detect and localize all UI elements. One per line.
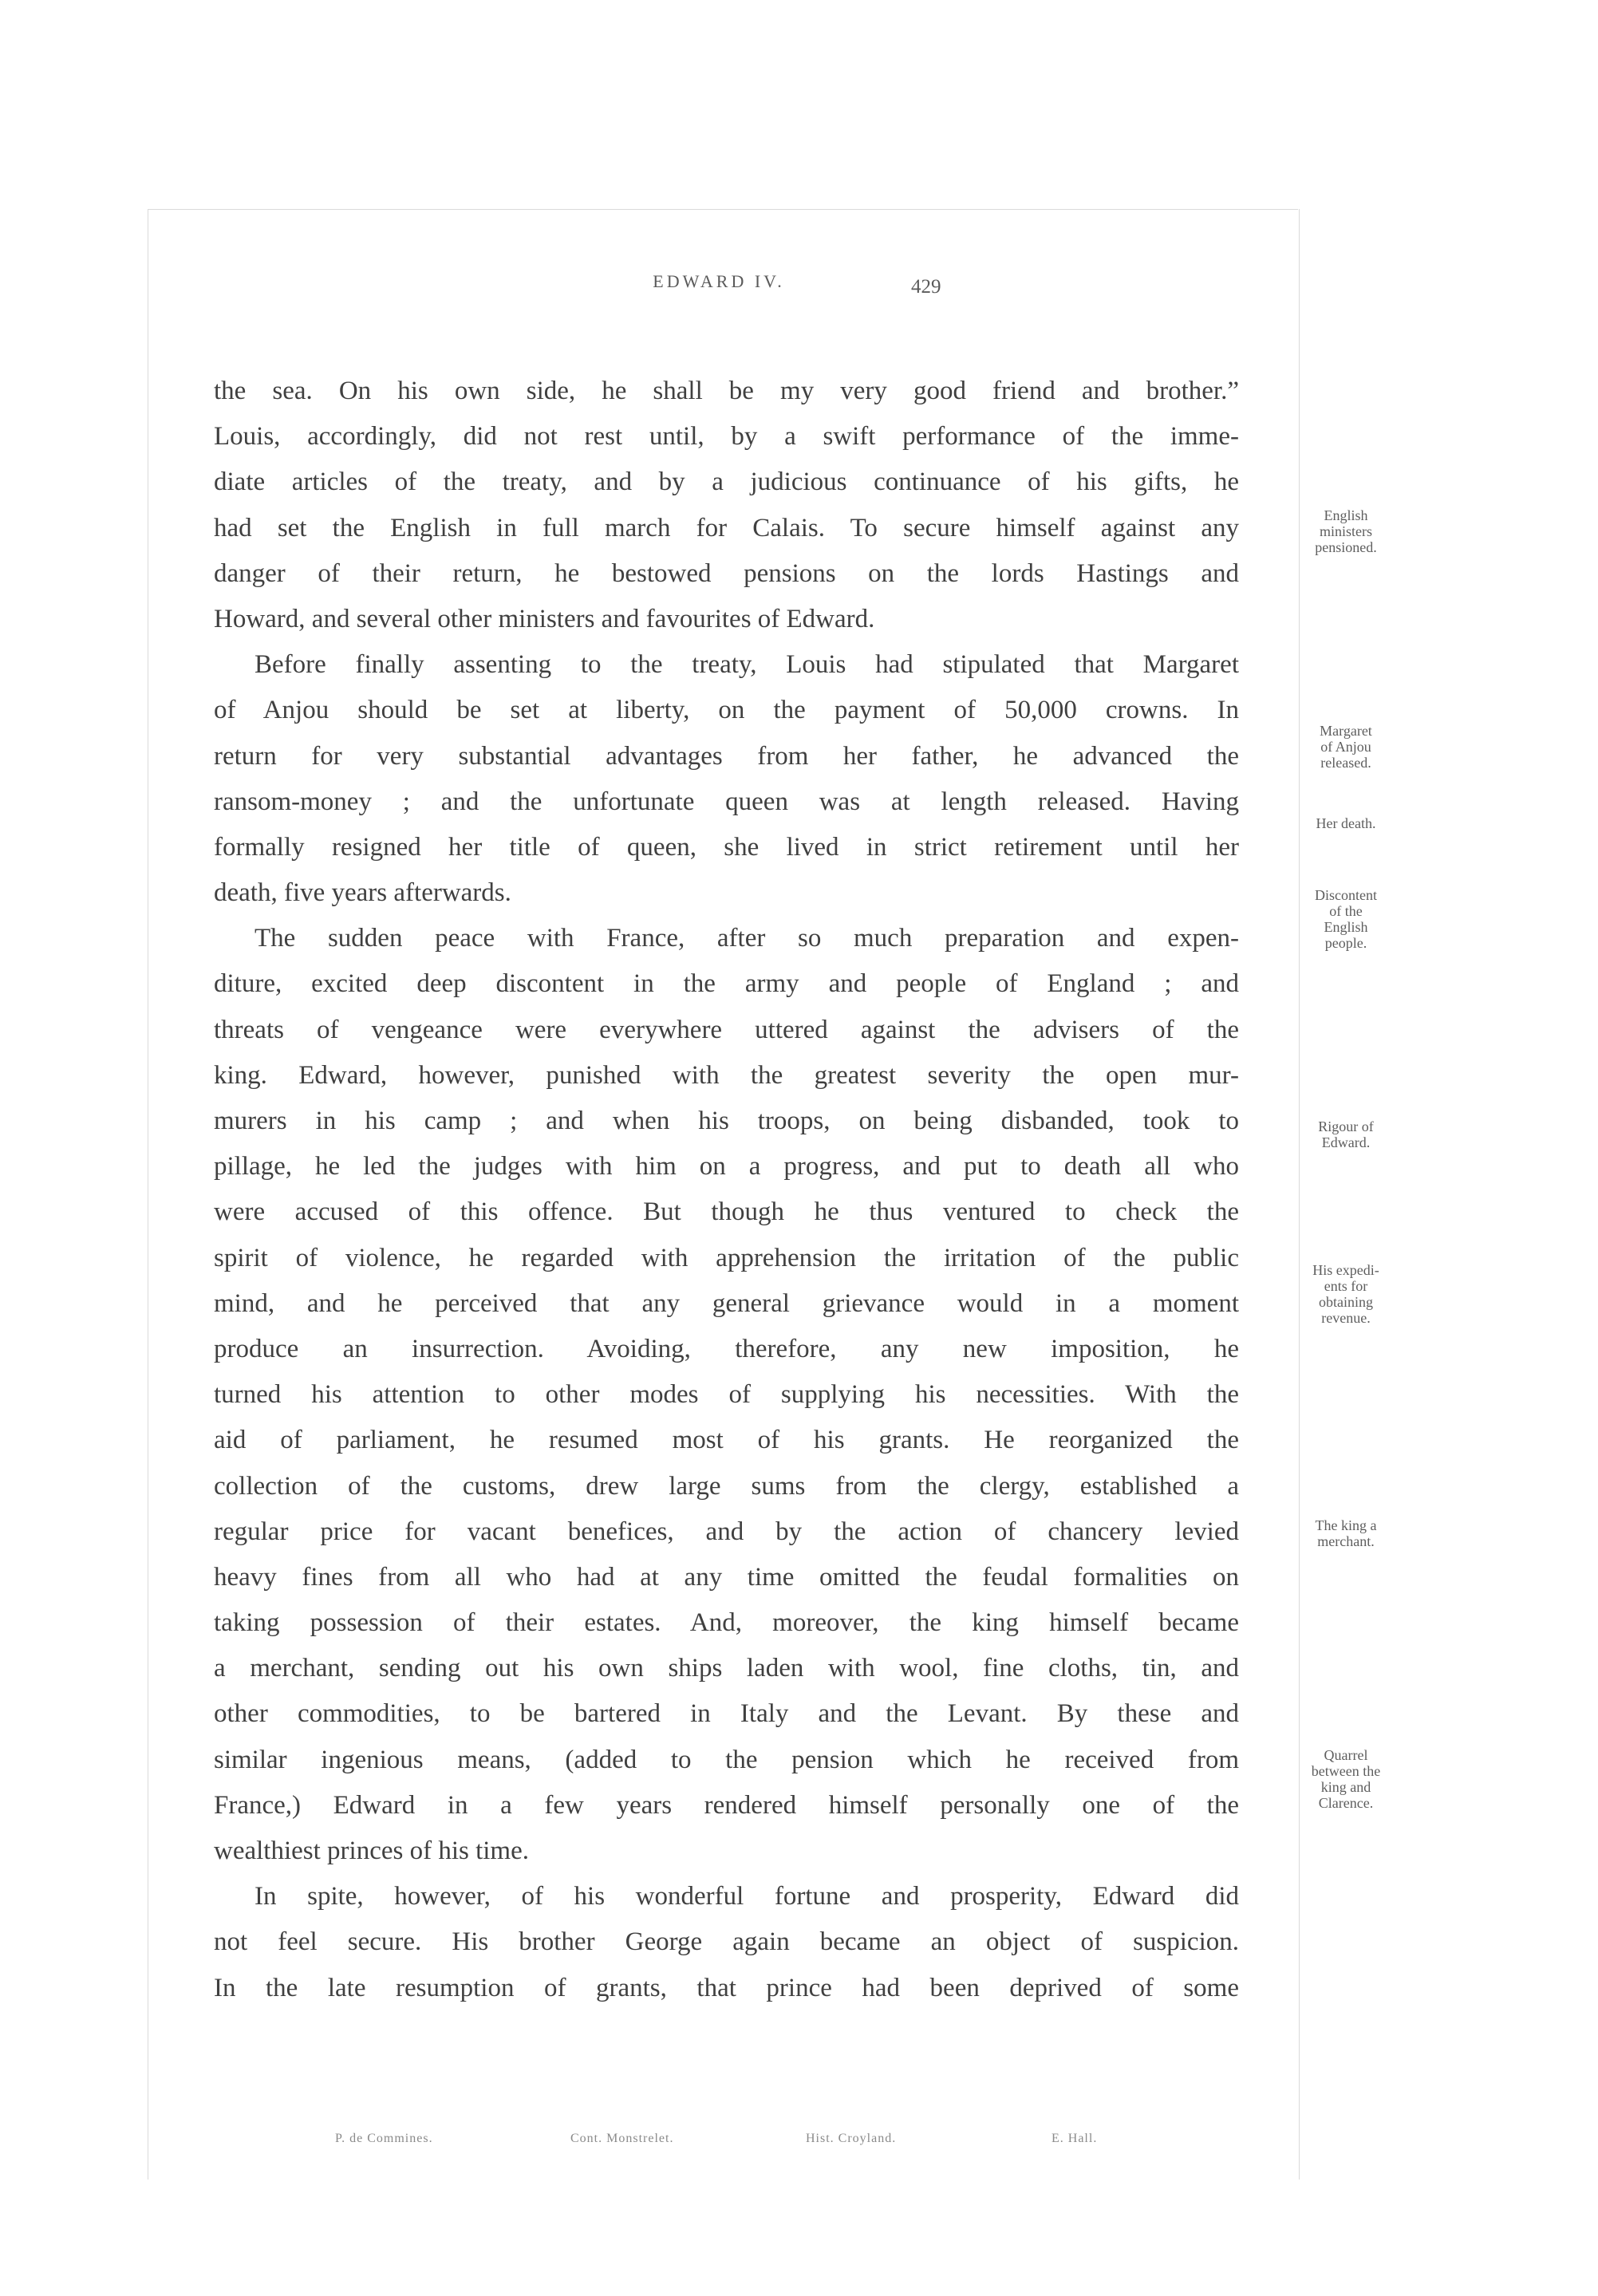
text-line: spirit of violence, he regarded with apprehension the irritation of the public bbox=[214, 1243, 1239, 1272]
text-line: were accused of this offence. But though he thus ventured to check the bbox=[214, 1197, 1239, 1227]
text-line: In the late resumption of grants, that prince had been deprived of some bbox=[214, 1973, 1239, 2002]
marginal-note-line: Edward. bbox=[1321, 1134, 1371, 1150]
text-line: collection of the customs, drew large sums from the clergy, established a bbox=[214, 1471, 1239, 1501]
marginal-note-line: Quarrel bbox=[1324, 1747, 1368, 1763]
marginal-note-line: ministers bbox=[1320, 523, 1372, 539]
page-frame-top-rule bbox=[148, 209, 1298, 210]
marginal-note-line: of the bbox=[1329, 903, 1363, 919]
text-line: formally resigned her title of queen, she lived in strict retirement until her bbox=[214, 832, 1239, 862]
footnote-source: Hist. Croyland. bbox=[806, 2132, 897, 2145]
text-line: wealthiest princes of his time. bbox=[214, 1836, 529, 1865]
text-line: murers in his camp ; and when his troops, on being disbanded, took to bbox=[214, 1107, 1239, 1135]
text-line: turned his attention to other modes of supplying his necessities. With the bbox=[214, 1380, 1239, 1410]
text-line: death, five years afterwards. bbox=[214, 878, 511, 908]
marginal-note-margaret-released bbox=[1278, 723, 1414, 771]
text-line: pillage, he led the judges with him on a progress, and put to death all who bbox=[214, 1152, 1239, 1182]
footnote-source: E. Hall. bbox=[1052, 2132, 1098, 2145]
text-line: ransom-money ; and the unfortunate queen was at length released. Having bbox=[214, 787, 1239, 816]
text-line: regular price for vacant benefices, and by the action of chancery levied bbox=[214, 1517, 1239, 1546]
source-footnotes bbox=[0, 2132, 1598, 2156]
page-number: 429 bbox=[911, 276, 941, 298]
text-line: a merchant, sending out his own ships laden with wool, fine cloths, tin, and bbox=[214, 1654, 1239, 1683]
marginal-note-line: The king a bbox=[1315, 1517, 1377, 1533]
marginal-note-line: Margaret bbox=[1320, 723, 1372, 739]
text-line: aid of parliament, he resumed most of his grants. He reorganized the bbox=[214, 1426, 1239, 1455]
marginal-note-line: English bbox=[1324, 919, 1368, 935]
marginal-note-line: Rigour of bbox=[1318, 1118, 1374, 1134]
marginal-note-her-death bbox=[1278, 815, 1414, 831]
marginal-note-line: of Anjou bbox=[1320, 739, 1371, 755]
text-line: had set the English in full march for Calais. To secure himself against any bbox=[214, 513, 1239, 542]
marginal-note-quarrel-clarence bbox=[1278, 1747, 1414, 1811]
text-line: produce an insurrection. Avoiding, therefore, any new imposition, he bbox=[214, 1334, 1239, 1363]
running-head bbox=[0, 271, 1598, 303]
text-line: Howard, and several other ministers and favourites of Edward. bbox=[214, 604, 875, 633]
text-line: threats of vengeance were everywhere uttered against the advisers of the bbox=[214, 1015, 1239, 1044]
marginal-note-line: ents for bbox=[1324, 1278, 1368, 1294]
text-line: mind, and he perceived that any general grievance would in a moment bbox=[214, 1288, 1239, 1318]
marginal-note-expedients bbox=[1278, 1262, 1414, 1326]
text-line: return for very substantial advantages from her father, he advanced the bbox=[214, 741, 1239, 771]
text-line: The sudden peace with France, after so much preparation and expen- bbox=[254, 924, 1239, 953]
text-line: heavy fines from all who had at any time omitted the feudal formalities on bbox=[214, 1562, 1239, 1592]
marginal-note-line: His expedi- bbox=[1312, 1262, 1379, 1278]
marginal-note-line: king and bbox=[1320, 1779, 1371, 1795]
footnote-source: P. de Commines. bbox=[335, 2132, 433, 2145]
text-line: taking possession of their estates. And, moreover, the king himself became bbox=[214, 1608, 1239, 1638]
marginal-note-line: revenue. bbox=[1321, 1310, 1371, 1326]
marginal-note-line: Her death. bbox=[1316, 815, 1376, 831]
marginal-note-line: people. bbox=[1324, 935, 1367, 951]
text-line: France,) Edward in a few years rendered himself personally one of the bbox=[214, 1790, 1239, 1820]
text-line: the sea. On his own side, he shall be my very good friend and brother.” bbox=[214, 377, 1239, 405]
marginal-note-rigour-of-edward bbox=[1278, 1118, 1414, 1150]
marginal-note-line: between the bbox=[1311, 1763, 1381, 1779]
marginal-note-king-merchant bbox=[1278, 1517, 1414, 1549]
marginal-note-line: merchant. bbox=[1317, 1533, 1375, 1549]
running-title: EDWARD IV. bbox=[653, 271, 785, 291]
text-line: not feel secure. His brother George again became an object of suspicion. bbox=[214, 1927, 1239, 1957]
text-line: Before finally assenting to the treaty, Louis had stipulated that Margaret bbox=[254, 650, 1239, 680]
marginal-note-discontent bbox=[1278, 887, 1414, 951]
marginal-note-line: obtaining bbox=[1319, 1294, 1373, 1310]
marginal-note-english-ministers-pensioned bbox=[1278, 507, 1414, 555]
body-text bbox=[214, 369, 1239, 2011]
text-line: king. Edward, however, punished with the greatest severity the open mur- bbox=[214, 1060, 1239, 1090]
marginal-note-line: Clarence. bbox=[1318, 1795, 1374, 1811]
text-line: In spite, however, of his wonderful fortune and prosperity, Edward did bbox=[254, 1882, 1239, 1911]
marginal-note-line: released. bbox=[1320, 755, 1371, 771]
text-line: diture, excited deep discontent in the army and people of England ; and bbox=[214, 969, 1239, 999]
marginal-note-line: Discontent bbox=[1315, 887, 1377, 903]
text-line: of Anjou should be set at liberty, on the payment of 50,000 crowns. In bbox=[214, 696, 1239, 725]
text-line: danger of their return, he bestowed pensions on the lords Hastings and bbox=[214, 558, 1239, 588]
text-line: similar ingenious means, (added to the pension which he received from bbox=[214, 1745, 1239, 1774]
text-line: Louis, accordingly, did not rest until, by a swift performance of the imme- bbox=[214, 422, 1239, 452]
text-line: diate articles of the treaty, and by a judicious continuance of his gifts, he bbox=[214, 467, 1239, 497]
marginal-note-line: English bbox=[1324, 507, 1368, 523]
text-line: other commodities, to be bartered in Italy and the Levant. By these and bbox=[214, 1699, 1239, 1729]
marginal-note-line: pensioned. bbox=[1315, 539, 1377, 555]
footnote-source: Cont. Monstrelet. bbox=[570, 2132, 674, 2145]
